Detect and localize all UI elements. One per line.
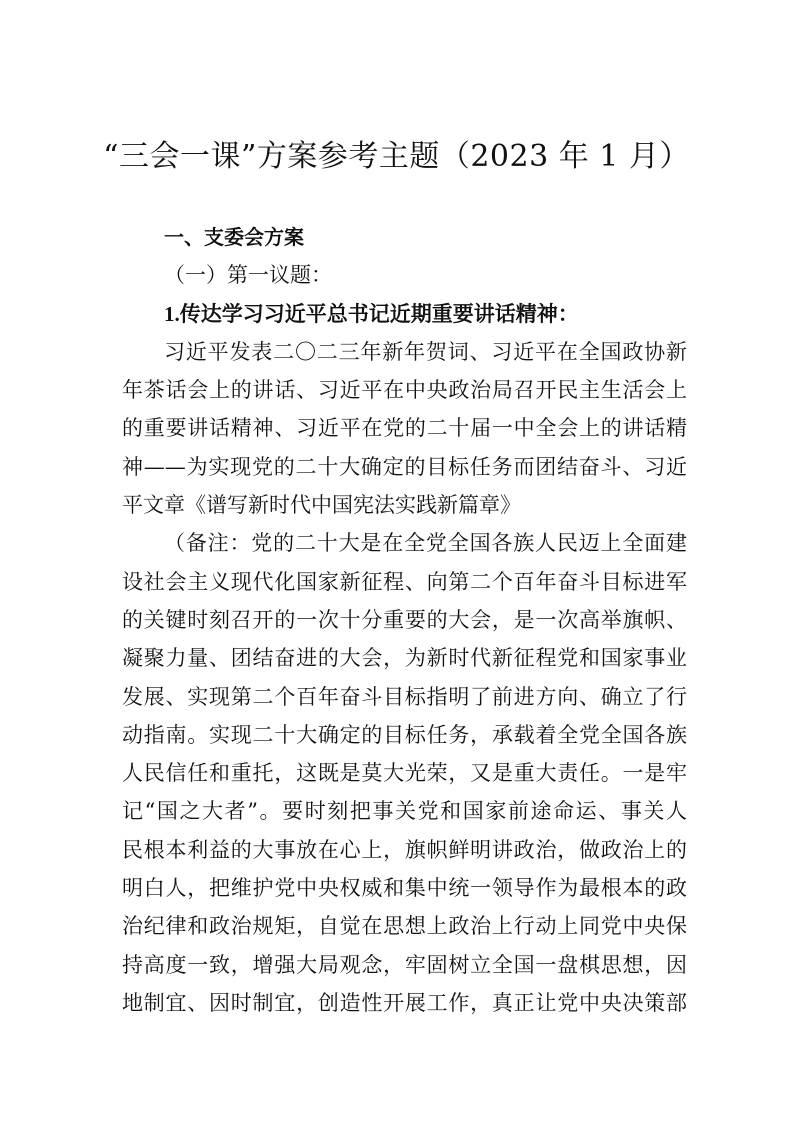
paragraph-line: 的关键时刻召开的一次十分重要的大会，是一次高举旗帜、	[122, 607, 687, 632]
paragraph-line: 发展、实现第二个百年奋斗目标指明了前进方向、确立了行	[122, 684, 687, 709]
paragraph-line: 动指南。实现二十大确定的目标任务，承载着全党全国各族	[122, 722, 687, 747]
item-number: 1.	[164, 301, 180, 326]
paragraph-line: 平文章《谱写新时代中国宪法实践新篇章》	[122, 493, 521, 518]
paragraph-line: 人民信任和重托，这既是莫大光荣，又是重大责任。一是牢	[122, 761, 687, 786]
paragraph-line: 地制宜、因时制宜，创造性开展工作，真正让党中央决策部	[122, 990, 687, 1015]
paragraph-line: 民根本利益的大事放在心上，旗帜鲜明讲政治，做政治上的	[122, 837, 687, 862]
paragraph-line: 设社会主义现代化国家新征程、向第二个百年奋斗目标进军	[122, 569, 687, 594]
paragraph-line: 的重要讲话精神、习近平在党的二十届一中全会上的讲话精	[122, 416, 687, 441]
paragraph-line: 习近平发表二〇二三年新年贺词、习近平在全国政协新	[164, 339, 687, 364]
document-body	[122, 218, 687, 1022]
item-heading	[122, 295, 687, 333]
paragraph-line: 年茶话会上的讲话、习近平在中央政治局召开民主生活会上	[122, 378, 687, 403]
paragraph-line: 神——为实现党的二十大确定的目标任务而团结奋斗、习近	[122, 454, 687, 479]
section-heading: 一、支委会方案	[164, 225, 304, 249]
paragraph-line: 治纪律和政治规矩，自觉在思想上政治上行动上同党中央保	[122, 914, 687, 939]
document-title: “三会一课”方案参考主题（2023 年 1 月）	[103, 139, 690, 174]
paragraph-line: 明白人，把维护党中央权威和集中统一领导作为最根本的政	[122, 876, 687, 901]
item-title: 传达学习习近平总书记近期重要讲话精神：	[179, 300, 579, 326]
sub-heading: （一）第一议题：	[164, 263, 332, 288]
paragraph-line: （备注：党的二十大是在全党全国各族人民迈上全面建	[164, 531, 687, 556]
paragraph-line: 持高度一致，增强大局观念，牢固树立全国一盘棋思想，因	[122, 952, 687, 977]
paragraph-line: 凝聚力量、团结奋进的大会，为新时代新征程党和国家事业	[122, 646, 687, 671]
paragraph-line: 记“国之大者”。要时刻把事关党和国家前途命运、事关人	[122, 799, 687, 824]
